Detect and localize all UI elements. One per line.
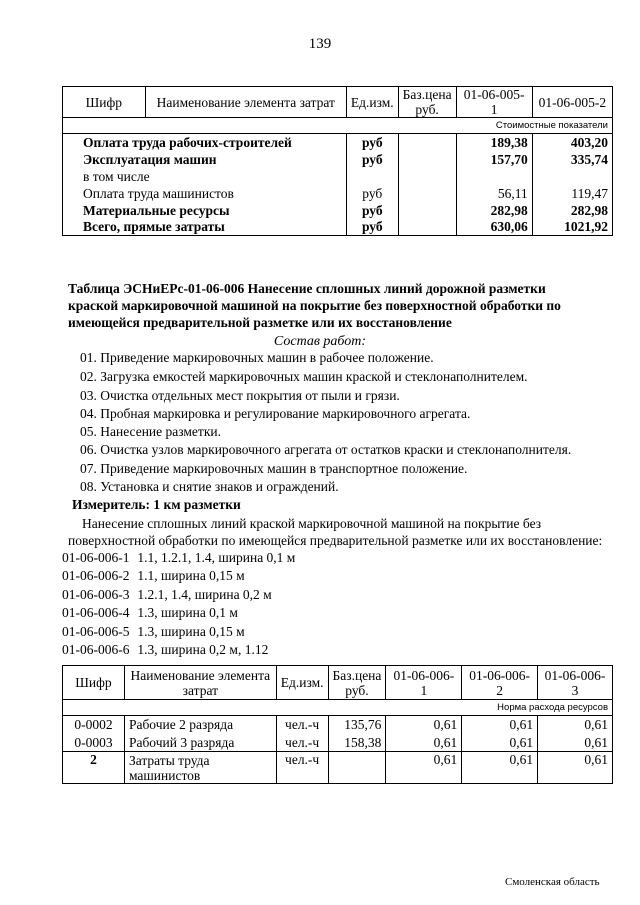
row-value-2: 119,47 [532,185,612,202]
header-col-1: 01-06-005-1 [456,87,532,118]
table-row [63,752,613,784]
row-name: Рабочие 2 разряда [124,716,276,734]
table-row [63,151,613,168]
work-item: 03. Очистка отдельных мест покрытия от пыли и грязи. [80,388,400,403]
cost-table [62,86,613,236]
row-unit: руб [346,151,398,168]
row-code: 0-0002 [63,716,125,734]
measure-unit: Измеритель: 1 км разметки [72,497,241,512]
row-value-2: 1021,92 [532,219,612,236]
row-value-1: 189,38 [456,134,532,151]
row-price: 135,76 [328,716,386,734]
code-id: 01-06-006-6 [62,642,130,657]
code-text: 1.1, ширина 0,15 м [137,568,245,583]
row-name: Затраты труда машинистов [124,752,276,784]
header-price: Баз.цена руб. [328,666,386,700]
row-unit: руб [346,219,398,236]
work-item: 04. Пробная маркировка и регулирование маркировочного агрегата. [80,406,471,421]
row-value-3: 0,61 [538,716,613,734]
header-code: Шифр [63,87,146,118]
table-row [63,716,613,734]
row-value-1: 56,11 [456,185,532,202]
header-code: Шифр [63,666,125,700]
code-item [62,550,295,566]
work-item: 06. Очистка узлов маркировочного агрегата от остатков краски и стеклонаполнителя. [80,442,572,457]
row-unit: чел.-ч [276,716,328,734]
code-text: 1.3, ширина 0,1 м [137,605,238,620]
work-item: 07. Приведение маркировочных машин в транспортное положение. [80,461,468,476]
code-item [62,605,238,621]
code-text: 1.2.1, 1.4, ширина 0,2 м [137,587,272,602]
row-unit: чел.-ч [276,734,328,752]
row-value-2: 0,61 [462,716,538,734]
code-text: 1.3, ширина 0,15 м [137,624,245,639]
table-row [63,219,613,236]
row-name: Рабочий 3 разряда [124,734,276,752]
row-name: Оплата труда машинистов [63,185,347,202]
row-unit: руб [346,185,398,202]
footer-region: Смоленская область [505,876,600,888]
header-col-1: 01-06-006-1 [386,666,462,700]
code-id: 01-06-006-1 [62,550,130,565]
table-header-row [63,666,613,700]
row-name: Эксплуатация машин [63,151,347,168]
row-price: 158,38 [328,734,386,752]
row-value-2: 0,61 [462,752,538,784]
code-id: 01-06-006-2 [62,568,130,583]
row-unit: руб [346,134,398,151]
header-col-2: 01-06-005-2 [532,87,612,118]
row-unit: чел.-ч [276,752,328,784]
section-title: Таблица ЭСНиЕРс-01-06-006 Нанесение сплошных линий дорожной разметки краской маркировочной машиной на покрытие без поверхностной обработки по имеющейся предварительной разметке или их восстановление [68,281,561,330]
row-value-1: 0,61 [386,752,462,784]
code-item [62,587,272,603]
row-value-1: 157,70 [456,151,532,168]
row-value-2: 0,61 [462,734,538,752]
code-id: 01-06-006-4 [62,605,130,620]
row-code: 2 [63,752,125,784]
header-name: Наименование элемента затрат [145,87,346,118]
row-name: Оплата труда рабочих-строителей [63,134,347,151]
row-name: в том числе [63,168,347,185]
header-unit: Ед.изм. [276,666,328,700]
code-id: 01-06-006-3 [62,587,130,602]
header-name: Наименование элемента затрат [124,666,276,700]
code-item [62,624,245,640]
table-row [63,168,613,185]
table-row [63,134,613,151]
table-subheader-row [63,118,613,134]
row-value-3: 0,61 [538,734,613,752]
description-paragraph: Нанесение сплошных линий краской маркировочной машиной на покрытие без поверхностной обработки по имеющейся предварительной разметке или их восстановление: [68,516,603,548]
row-name: Всего, прямые затраты [63,219,347,236]
row-value-1: 0,61 [386,734,462,752]
page-number: 139 [308,36,332,52]
code-text: 1.3, ширина 0,2 м, 1.12 [137,642,269,657]
subheader-label: Стоимостные показатели [63,118,613,134]
work-item: 01. Приведение маркировочных машин в рабочее положение. [80,350,434,365]
row-name: Материальные ресурсы [63,202,347,219]
header-price: Баз.цена руб. [398,87,456,118]
header-unit: Ед.изм. [346,87,398,118]
table-row [63,202,613,219]
header-col-2: 01-06-006-2 [462,666,538,700]
row-value-1: 282,98 [456,202,532,219]
row-value-1: 630,06 [456,219,532,236]
code-text: 1.1, 1.2.1, 1.4, ширина 0,1 м [137,550,296,565]
code-item [62,642,268,658]
resource-table [62,665,613,784]
header-col-3: 01-06-006-3 [538,666,613,700]
row-value-3: 0,61 [538,752,613,784]
works-heading: Состав работ: [273,334,367,349]
code-item [62,568,245,584]
table-row [63,734,613,752]
table-subheader-row [63,700,613,716]
subheader-label: Норма расхода ресурсов [63,700,613,716]
work-item: 02. Загрузка емкостей маркировочных машин краской и стеклонаполнителем. [80,369,528,384]
row-value-1: 0,61 [386,716,462,734]
row-unit: руб [346,202,398,219]
work-item: 08. Установка и снятие знаков и ограждений. [80,479,339,494]
row-code: 0-0003 [63,734,125,752]
work-item: 05. Нанесение разметки. [80,424,221,439]
row-value-2: 282,98 [532,202,612,219]
row-value-2: 335,74 [532,151,612,168]
table-header-row [63,87,613,118]
row-value-2: 403,20 [532,134,612,151]
code-id: 01-06-006-5 [62,624,130,639]
table-row [63,185,613,202]
